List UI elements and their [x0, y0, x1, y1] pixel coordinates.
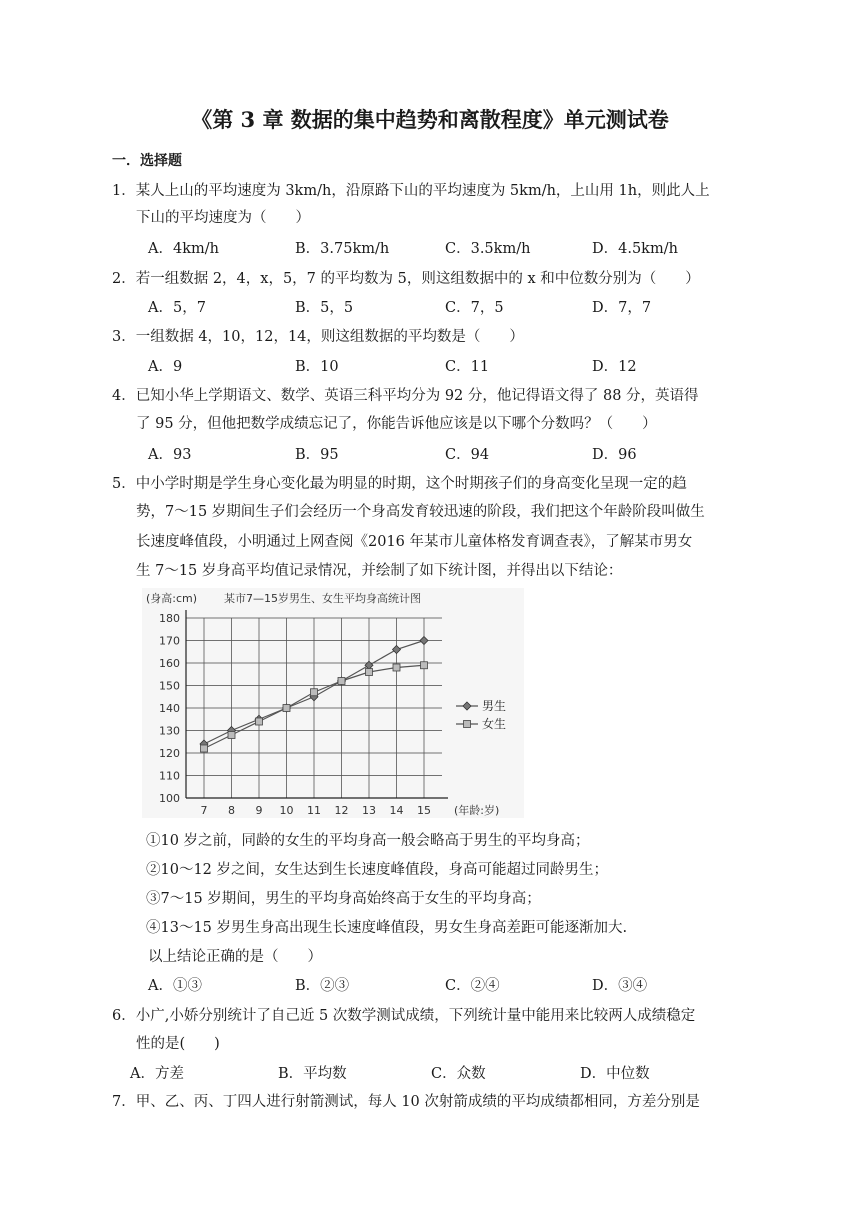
y-tick-label: 110 — [159, 769, 180, 783]
conclusion-1: ①10 岁之前，同龄的女生的平均身高一般会略高于男生的平均身高； — [146, 833, 590, 849]
question-2-option-a[interactable]: A．5，7 — [148, 300, 206, 316]
x-tick-label: 11 — [307, 804, 321, 817]
question-3-line-1: 3．一组数据 4，10，12，14，则这组数据的平均数是（ ） — [112, 329, 524, 345]
legend-marker — [464, 721, 471, 728]
x-tick-label: 12 — [334, 804, 349, 817]
legend-label: 女生 — [482, 717, 507, 731]
section-heading: 一．选择题 — [112, 153, 182, 169]
question-4-option-b[interactable]: B．95 — [295, 447, 339, 463]
question-6-option-a[interactable]: A．方差 — [130, 1066, 184, 1082]
x-tick-label: 9 — [255, 804, 263, 817]
y-tick-label: 140 — [159, 702, 180, 715]
question-2-option-b[interactable]: B．5，5 — [295, 300, 354, 316]
data-point-girl — [421, 662, 428, 669]
question-4-line-2: 了 95 分，但他把数学成绩忘记了，你能告诉他应该是以下哪个分数吗？（ ） — [136, 416, 657, 432]
y-tick-label: 100 — [159, 792, 180, 805]
question-4-option-c[interactable]: C．94 — [445, 447, 490, 463]
question-5-line-1: 5．中小学时期是学生身心变化最为明显的时期，这个时期孩子们的身高变化呈现一定的趋 — [112, 476, 687, 492]
question-4-line-1: 4．已知小华上学期语文、数学、英语三科平均分为 92 分，他记得语文得了 88 分，英语得 — [112, 388, 699, 404]
question-5-option-b[interactable]: B．②③ — [295, 978, 350, 994]
data-point-girl — [256, 718, 263, 725]
question-5-ask: 以上结论正确的是（ ） — [148, 949, 322, 965]
question-1-line-1: 1．某人上山的平均速度为 3km/h，沿原路下山的平均速度为 5km/h，上山用 1h，则此人上 — [112, 183, 710, 199]
question-3-option-c[interactable]: C．11 — [445, 359, 490, 375]
data-point-girl — [201, 745, 208, 752]
y-tick-label: 170 — [159, 634, 180, 648]
data-point-girl — [311, 689, 318, 696]
conclusion-2: ②10～12 岁之间，女生达到生长速度峰值段，身高可能超过同龄男生； — [146, 862, 609, 878]
question-6-option-c[interactable]: C．众数 — [431, 1066, 486, 1082]
question-3-option-b[interactable]: B．10 — [295, 359, 339, 375]
question-5-line-2: 势，7～15 岁期间生子们会经历一个身高发育较迅速的阶段，我们把这个年龄阶段叫做生 — [136, 504, 705, 520]
conclusion-3: ③7～15 岁期间，男生的平均身高始终高于女生的平均身高； — [146, 891, 541, 907]
data-point-girl — [393, 664, 400, 671]
question-1-option-d[interactable]: D．4.5km/h — [592, 241, 678, 257]
data-point-girl — [228, 732, 235, 739]
question-5-option-d[interactable]: D．③④ — [592, 978, 648, 994]
question-6-option-b[interactable]: B．平均数 — [278, 1066, 347, 1082]
x-tick-label: 10 — [279, 804, 294, 817]
y-tick-label: 150 — [159, 679, 180, 693]
data-point-girl — [366, 669, 373, 676]
y-tick-label: 130 — [159, 724, 180, 738]
question-2-option-d[interactable]: D．7，7 — [592, 300, 652, 316]
x-axis-label: (年龄:岁) — [454, 804, 500, 817]
y-axis-label: (身高:cm) — [146, 592, 198, 605]
question-5-line-4: 生 7～15 岁身高平均值记录情况，并绘制了如下统计图，并得出以下结论： — [136, 563, 623, 579]
y-tick-label: 120 — [159, 747, 180, 760]
question-3-option-d[interactable]: D．12 — [592, 359, 637, 375]
chart-title: 某市7—15岁男生、女生平均身高统计图 — [224, 592, 421, 605]
x-tick-label: 13 — [362, 804, 376, 817]
question-1-option-a[interactable]: A．4km/h — [148, 241, 219, 257]
question-1-line-2: 下山的平均速度为（ ） — [136, 210, 310, 226]
question-2-option-c[interactable]: C．7，5 — [445, 300, 504, 316]
question-2-line-1: 2．若一组数据 2，4，x，5，7 的平均数为 5，则这组数据中的 x 和中位数分别为（ ） — [112, 271, 700, 287]
data-point-girl — [338, 678, 345, 685]
question-1-option-b[interactable]: B．3.75km/h — [295, 241, 390, 257]
x-tick-label: 8 — [228, 804, 235, 817]
y-tick-label: 160 — [159, 657, 180, 670]
conclusion-4: ④13～15 岁男生身高出现生长速度峰值段，男女生身高差距可能逐渐加大. — [146, 920, 628, 936]
question-4-option-a[interactable]: A．93 — [148, 447, 192, 463]
question-5-option-c[interactable]: C．②④ — [445, 978, 500, 994]
question-6-option-d[interactable]: D．中位数 — [580, 1066, 650, 1082]
x-tick-label: 7 — [200, 804, 208, 817]
question-1-option-c[interactable]: C．3.5km/h — [445, 241, 531, 257]
question-7-line-1: 7．甲、乙、丙、丁四人进行射箭测试，每人 10 次射箭成绩的平均成绩都相同，方差分别是 — [112, 1094, 700, 1110]
question-6-line-2: 性的是( ) — [136, 1036, 220, 1052]
legend-label: 男生 — [482, 699, 507, 713]
question-5-line-3: 长速度峰值段，小明通过上网查阅《2016 年某市儿童体格发育调查表》，了解某市男女 — [136, 534, 693, 550]
x-tick-label: 15 — [417, 804, 431, 817]
height-line-chart — [142, 588, 524, 818]
question-3-option-a[interactable]: A．9 — [148, 359, 183, 375]
question-6-line-1: 6．小广,小娇分别统计了自己近 5 次数学测试成绩，下列统计量中能用来比较两人成绩稳定 — [112, 1008, 696, 1024]
y-tick-label: 180 — [159, 612, 180, 625]
question-4-option-d[interactable]: D．96 — [592, 447, 637, 463]
question-5-option-a[interactable]: A．①③ — [148, 978, 202, 994]
data-point-girl — [283, 705, 290, 712]
x-tick-label: 14 — [389, 804, 404, 817]
page-title: 《第 3 章 数据的集中趋势和离散程度》单元测试卷 — [191, 107, 669, 132]
